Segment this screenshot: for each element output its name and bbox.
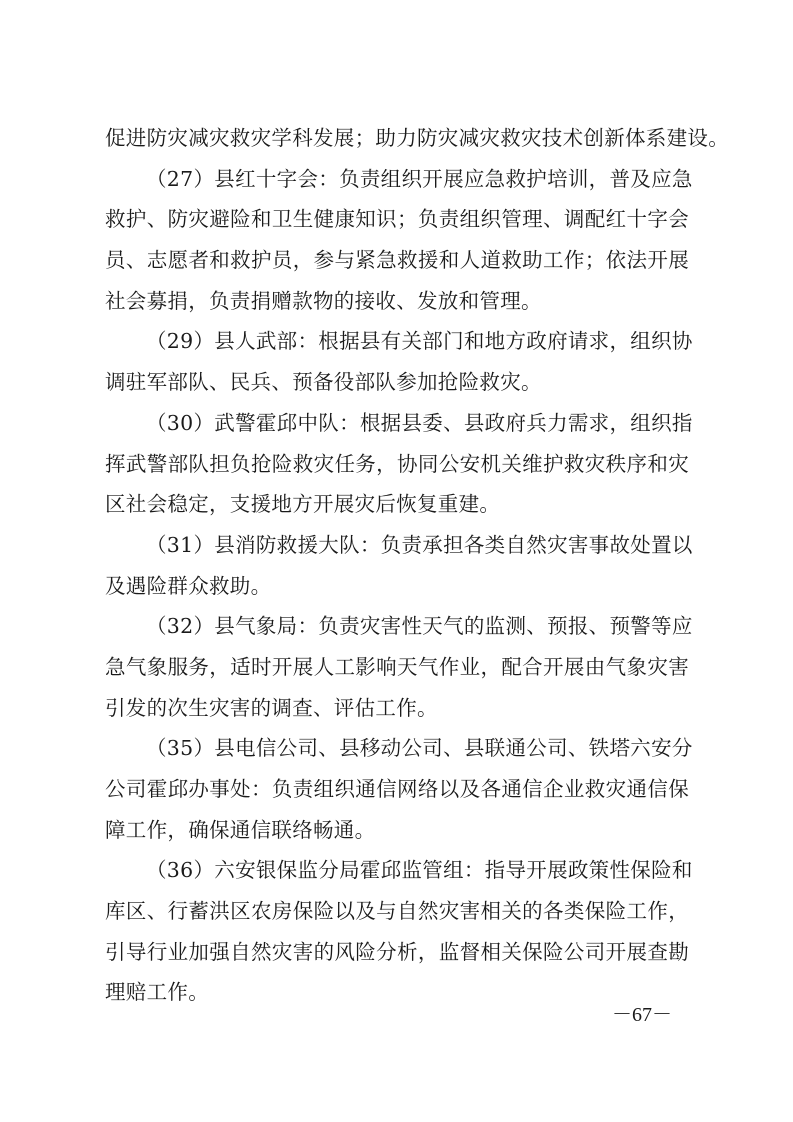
document-body — [105, 118, 729, 1013]
text-line: 理赔工作。 — [105, 980, 209, 1005]
text-line: 救护、防灾避险和卫生健康知识；负责组织管理、调配红十字会 — [105, 207, 689, 232]
text-line: 区社会稳定，支援地方开展灾后恢复重建。 — [105, 492, 501, 517]
text-line: 员、志愿者和救护员，参与紧急救援和人道救助工作；依法开展 — [105, 248, 689, 273]
text-line: （35）县电信公司、县移动公司、县联通公司、铁塔六安分 — [146, 736, 693, 761]
paragraph-32-meteorology — [105, 606, 693, 728]
text-line: （27）县红十字会：负责组织开展应急救护培训，普及应急 — [146, 166, 693, 191]
text-line: 挥武警部队担负抢险救灾任务，协同公安机关维护救灾秩序和灾 — [105, 451, 689, 476]
text-line: （32）县气象局：负责灾害性天气的监测、预报、预警等应 — [146, 614, 693, 639]
text-line: 库区、行蓄洪区农房保险以及与自然灾害相关的各类保险工作， — [105, 899, 689, 924]
text-line: （31）县消防救援大队：负责承担各类自然灾害事故处置以 — [146, 532, 693, 557]
page-number: －67－ — [612, 1004, 672, 1026]
text-line: 及遇险群众救助。 — [105, 573, 272, 598]
text-line: 急气象服务，适时开展人工影响天气作业，配合开展由气象灾害 — [105, 654, 689, 679]
text-line: （36）六安银保监分局霍邱监管组：指导开展政策性保险和 — [146, 858, 693, 883]
paragraph-29-armed-forces — [105, 321, 693, 402]
text-line: （29）县人武部：根据县有关部门和地方政府请求，组织协 — [146, 329, 693, 354]
paragraph-36-insurance — [105, 850, 693, 1013]
paragraph-27-red-cross — [105, 159, 693, 322]
paragraph-31-fire-rescue — [105, 525, 693, 606]
text-line: 社会募捐，负责捐赠款物的接收、发放和管理。 — [105, 288, 542, 313]
text-line: 障工作，确保通信联络畅通。 — [105, 817, 376, 842]
paragraph-continuation — [105, 118, 729, 159]
text-line: （30）武警霍邱中队：根据县委、县政府兵力需求，组织指 — [146, 410, 693, 435]
text-line: 公司霍邱办事处：负责组织通信网络以及各通信企业救灾通信保 — [105, 777, 689, 801]
text-line: 引发的次生灾害的调查、评估工作。 — [105, 695, 438, 720]
paragraph-35-telecom — [105, 728, 693, 850]
text-line: 引导行业加强自然灾害的风险分析，监督相关保险公司开展查勘 — [105, 939, 689, 964]
text-line: 调驻军部队、民兵、预备役部队参加抢险救灾。 — [105, 370, 542, 395]
text-line: 促进防灾减灾救灾学科发展；助力防灾减灾救灾技术创新体系建设。 — [105, 126, 729, 150]
paragraph-30-armed-police — [105, 403, 693, 525]
